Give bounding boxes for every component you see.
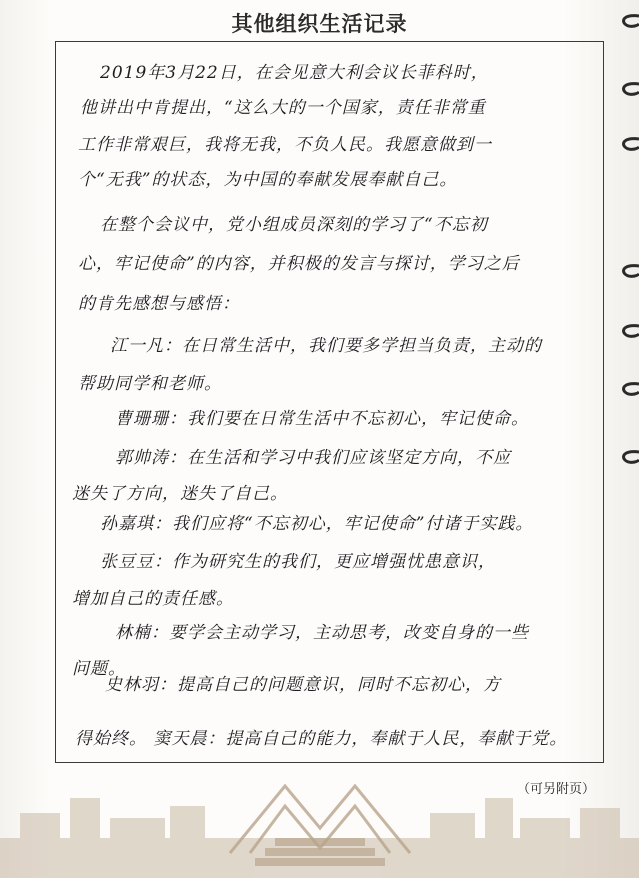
handwritten-line: 曹珊珊：我们要在日常生活中不忘初心，牢记使命。 <box>115 409 529 429</box>
handwritten-line: 孙嘉琪：我们应将“不忘初心，牢记使命”付诸于实践。 <box>100 514 534 534</box>
handwritten-line: 问题。 <box>72 659 126 679</box>
handwritten-line: 他讲出中肯提出，“这么大的一个国家，责任非常重 <box>80 98 486 118</box>
handwritten-line: 迷失了方向，迷失了自己。 <box>72 484 288 504</box>
handwritten-line: 的肯先感想与感悟： <box>78 294 240 314</box>
binding-ring-icon <box>617 80 639 98</box>
handwritten-line: 2019年3月22日，在会见意大利会议长菲科时， <box>100 63 489 83</box>
handwritten-line: 张豆豆：作为研究生的我们，更应增强忧患意识， <box>100 552 496 572</box>
binding-ring-icon <box>617 262 639 280</box>
binding-ring-icon <box>617 322 639 340</box>
binding-ring-icon <box>617 135 639 153</box>
handwritten-line: 江一凡：在日常生活中，我们要多学担当负责，主动的 <box>110 336 542 356</box>
handwritten-line: 郭帅涛：在生活和学习中我们应该坚定方向，不应 <box>115 448 511 468</box>
handwritten-line: 心，牢记使命”的内容，并积极的发言与探讨，学习之后 <box>78 254 520 274</box>
binding-ring-icon <box>617 12 639 30</box>
handwritten-line: 增加自己的责任感。 <box>72 589 234 609</box>
handwritten-line: 在整个会议中，党小组成员深刻的学习了“不忘初 <box>100 215 488 235</box>
handwritten-line: 得始终。 窦天晨：提高自己的能力，奉献于人民，奉献于党。 <box>75 729 568 749</box>
page-title: 其他组织生活记录 <box>231 12 408 36</box>
footer-landmark-illustration <box>0 768 639 878</box>
handwritten-line: 个“无我”的状态，为中国的奉献发展奉献自己。 <box>78 170 458 190</box>
handwritten-line: 工作非常艰巨，我将无我，不负人民。我愿意做到一 <box>78 135 492 155</box>
binding-ring-icon <box>617 380 639 398</box>
handwritten-line: 林楠：要学会主动学习，主动思考，改变自身的一些 <box>115 623 529 643</box>
handwritten-line: 帮助同学和老师。 <box>78 374 222 394</box>
binding-ring-icon <box>617 448 639 466</box>
handwritten-line: 史林羽：提高自己的问题意识，同时不忘初心，方 <box>105 675 501 695</box>
attach-page-note: （可另附页） <box>516 782 595 797</box>
